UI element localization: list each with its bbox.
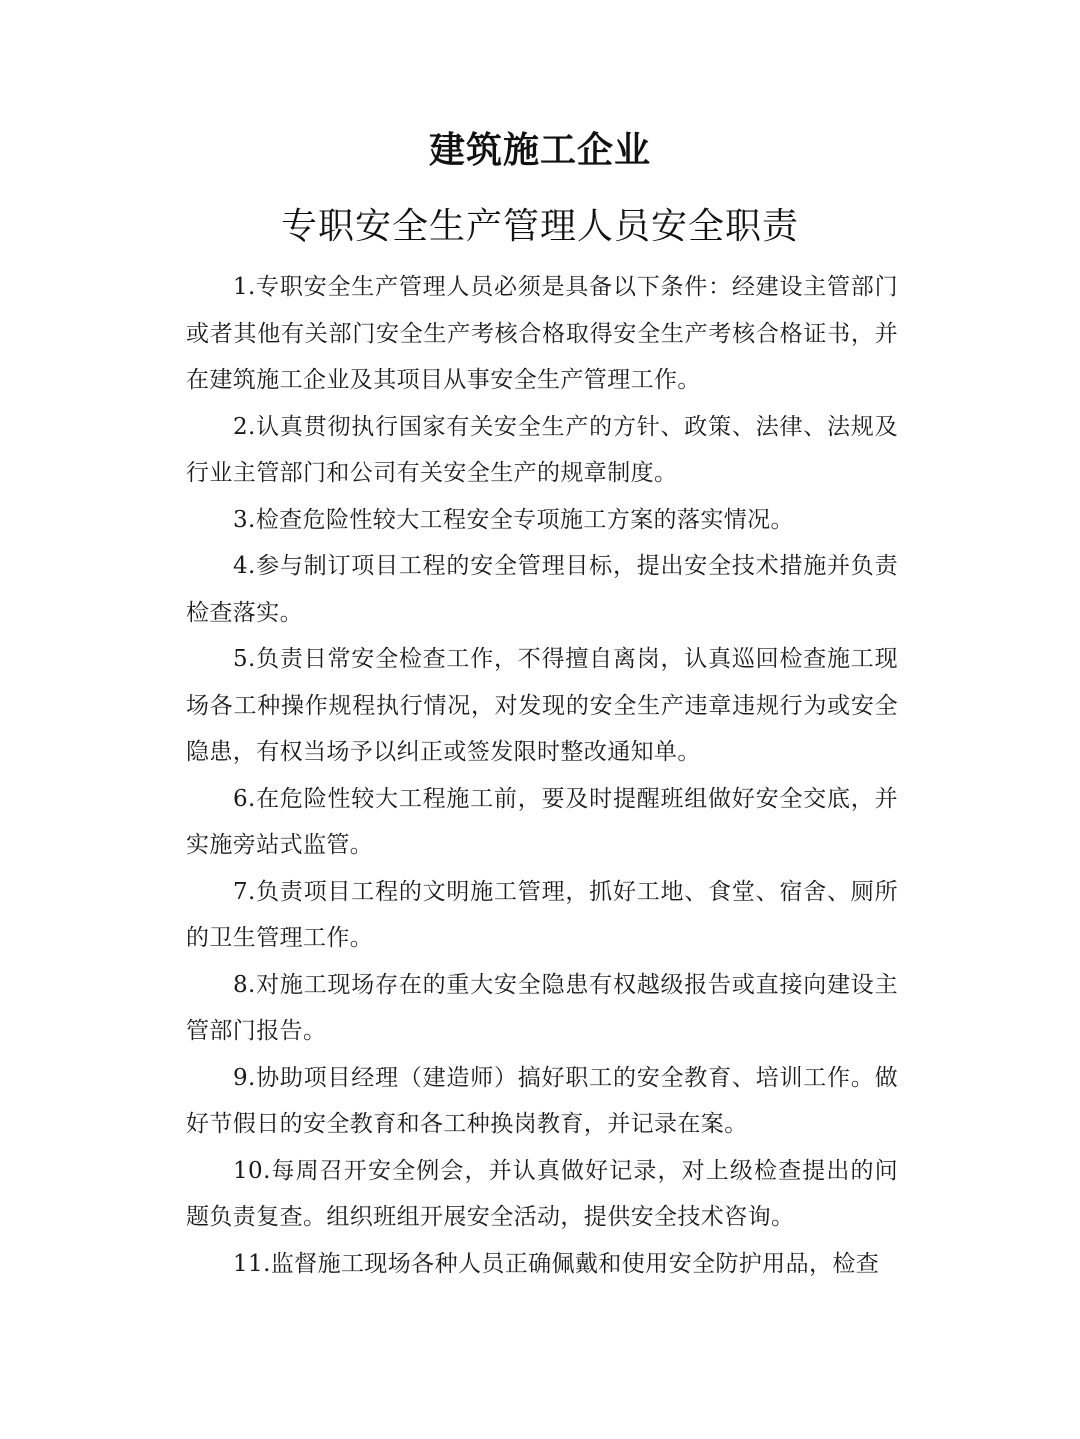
paragraph-6: 6.在危险性较大工程施工前，要及时提醒班组做好安全交底，并实施旁站式监管。 (186, 785, 898, 858)
paragraph-3: 3.检查危险性较大工程安全专项施工方案的落实情况。 (233, 506, 794, 533)
document-subtitle: 专职安全生产管理人员安全职责 (280, 206, 799, 247)
paragraph-7: 7.负责项目工程的文明施工管理，抓好工地、食堂、宿舍、厕所的卫生管理工作。 (186, 878, 898, 951)
paragraph-11: 11.监督施工现场各种人员正确佩戴和使用安全防护用品，检查 (233, 1250, 880, 1277)
paragraph-4: 4.参与制订项目工程的安全管理目标，提出安全技术措施并负责检查落实。 (186, 553, 898, 626)
paragraph-5: 5.负责日常安全检查工作，不得擅自离岗，认真巡回检查施工现场各工种操作规程执行情况，对发现的安全生产违章违规行为或安全隐患，有权当场予以纠正或签发限时整改通知单。 (186, 646, 898, 765)
document-title: 建筑施工企业 (428, 129, 651, 171)
paragraph-9: 9.协助项目经理（建造师）搞好职工的安全教育、培训工作。做好节假日的安全教育和各工种换岗教育，并记录在案。 (186, 1064, 898, 1137)
document-body (186, 264, 898, 1287)
paragraph-8: 8.对施工现场存在的重大安全隐患有权越级报告或直接向建设主管部门报告。 (186, 971, 898, 1044)
paragraph-10: 10.每周召开安全例会，并认真做好记录，对上级检查提出的问题负责复查。组织班组开展安全活动，提供安全技术咨询。 (186, 1157, 898, 1230)
paragraph-2: 2.认真贯彻执行国家有关安全生产的方针、政策、法律、法规及行业主管部门和公司有关安全生产的规章制度。 (186, 413, 898, 486)
paragraph-1: 1.专职安全生产管理人员必须是具备以下条件：经建设主管部门或者其他有关部门安全生产考核合格取得安全生产考核合格证书，并在建筑施工企业及其项目从事安全生产管理工作。 (186, 274, 898, 393)
